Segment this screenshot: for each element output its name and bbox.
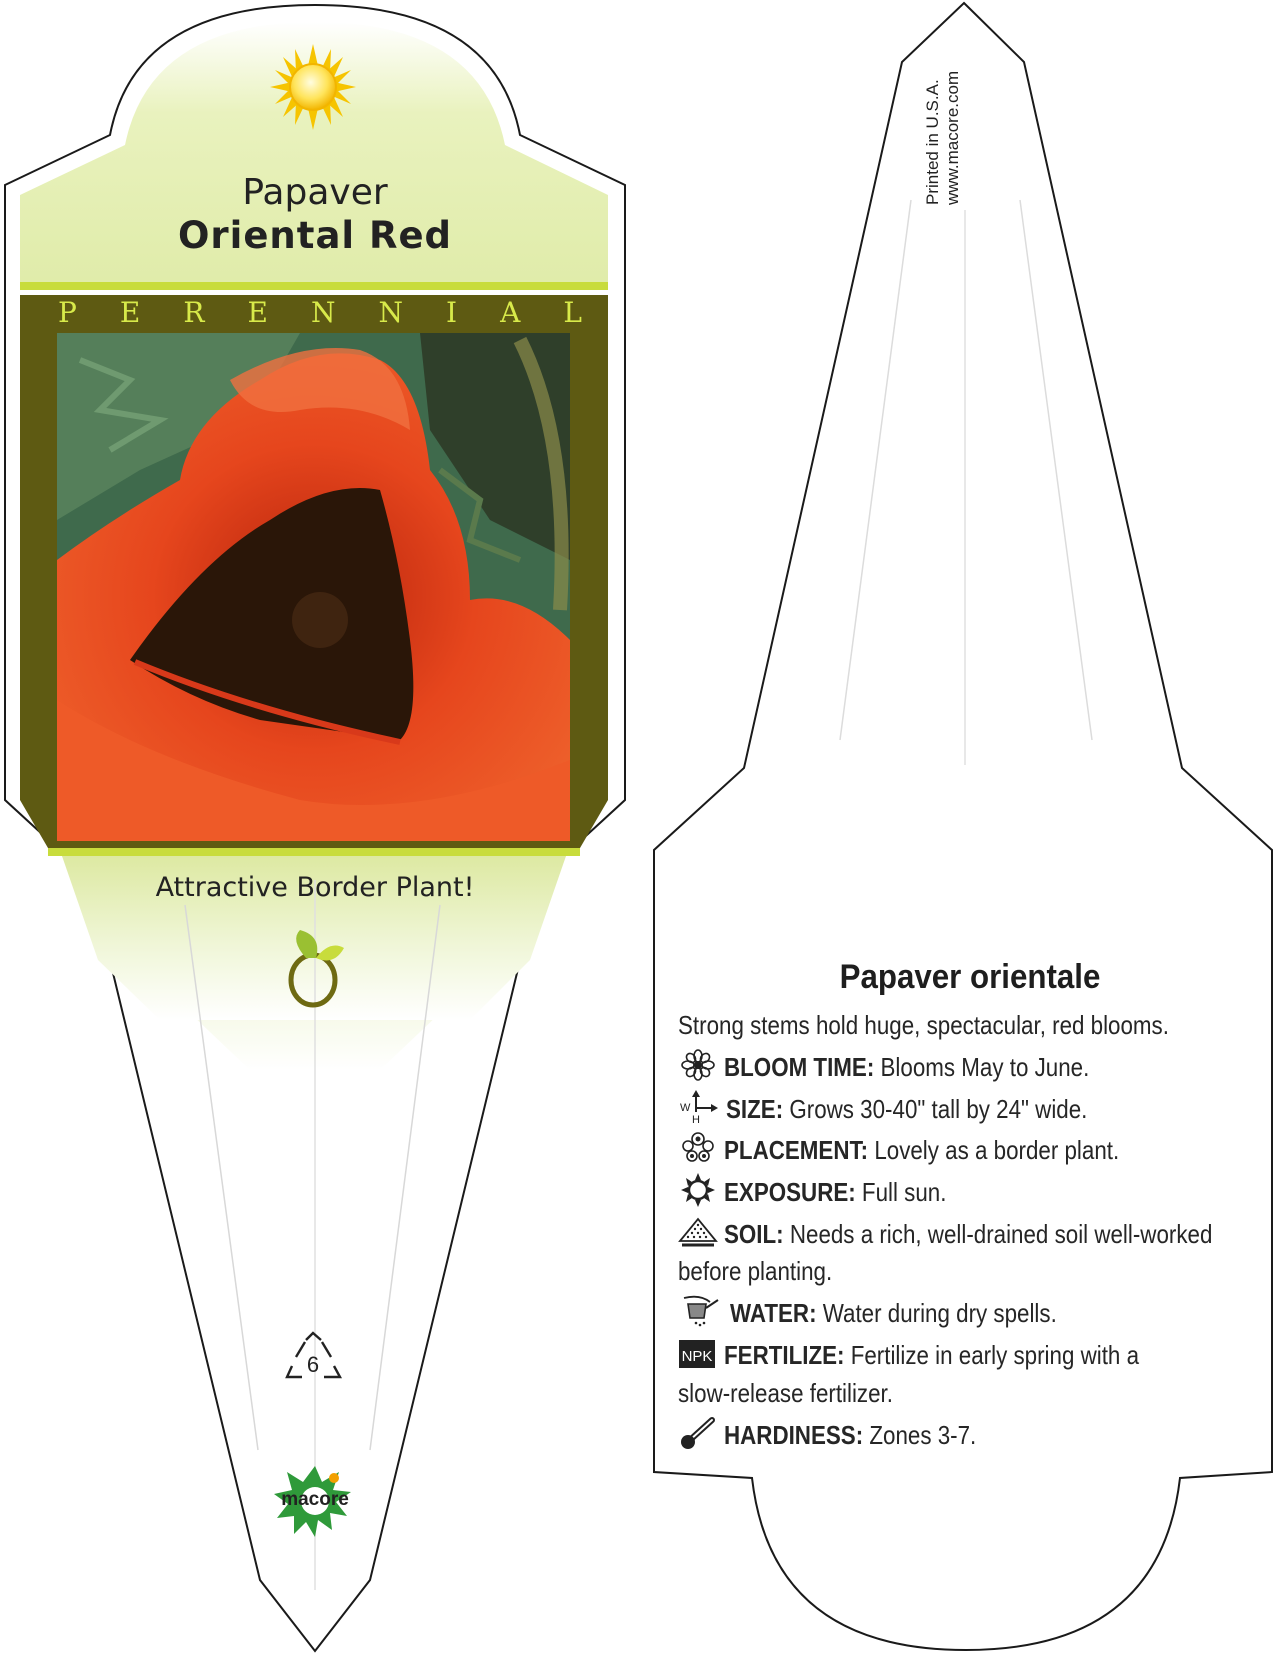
placement-plant-icon bbox=[678, 1131, 718, 1165]
bloom-flower-icon bbox=[678, 1048, 718, 1082]
category-letter: R bbox=[183, 296, 205, 329]
category-letter: L bbox=[563, 296, 582, 329]
placement-value: Lovely as a border plant. bbox=[874, 1135, 1120, 1165]
exposure-row bbox=[724, 1175, 1214, 1209]
bloom-time-label: BLOOM TIME: bbox=[724, 1052, 875, 1082]
website: www.macore.com bbox=[943, 70, 962, 205]
printed-in: Printed in U.S.A. bbox=[923, 79, 942, 205]
category-letter: I bbox=[446, 296, 458, 329]
soil-value-continued: before planting. bbox=[678, 1256, 833, 1286]
water-value: Water during dry spells. bbox=[822, 1298, 1057, 1328]
npk-icon-text: NPK bbox=[681, 1348, 713, 1365]
exposure-sun-icon bbox=[678, 1173, 718, 1207]
plant-genus: Papaver bbox=[242, 172, 388, 213]
category-letter: N bbox=[310, 296, 336, 329]
description: Strong stems hold huge, spectacular, red blooms. bbox=[678, 1010, 1169, 1040]
scientific-name: Papaver orientale bbox=[839, 958, 1101, 996]
print-info bbox=[923, 5, 962, 205]
soil-value: Needs a rich, well-drained soil well-worked bbox=[789, 1219, 1213, 1249]
watering-can-icon bbox=[680, 1294, 720, 1328]
plant-variety: Oriental Red bbox=[177, 214, 453, 257]
npk-fertilizer-icon bbox=[678, 1336, 718, 1370]
tagline: Attractive Border Plant! bbox=[155, 872, 475, 903]
category-letter: N bbox=[378, 296, 403, 329]
fertilize-value-continued: slow-release fertilizer. bbox=[678, 1378, 893, 1408]
thermometer-icon bbox=[678, 1416, 718, 1450]
size-value: Grows 30-40" tall by 24" wide. bbox=[789, 1094, 1088, 1124]
placement-row bbox=[724, 1133, 1214, 1167]
fertilize-label: FERTILIZE: bbox=[724, 1340, 845, 1370]
category-letter: E bbox=[247, 296, 268, 329]
water-label: WATER: bbox=[730, 1298, 817, 1328]
size-arrows-icon bbox=[678, 1090, 718, 1124]
hardiness-row bbox=[724, 1418, 1214, 1452]
placement-label: PLACEMENT: bbox=[724, 1135, 869, 1165]
size-icon-h: H bbox=[692, 1114, 700, 1124]
size-icon-w: W bbox=[680, 1102, 691, 1114]
category-letter: E bbox=[119, 296, 141, 329]
fertilize-row bbox=[724, 1338, 1214, 1372]
size-label: SIZE: bbox=[726, 1094, 784, 1124]
bloom-time-row bbox=[724, 1050, 1214, 1084]
exposure-value: Full sun. bbox=[861, 1177, 947, 1207]
hardiness-label: HARDINESS: bbox=[724, 1420, 864, 1450]
category-label bbox=[58, 296, 582, 330]
water-row bbox=[730, 1296, 1220, 1330]
fertilize-value: Fertilize in early spring with a bbox=[850, 1340, 1140, 1370]
category-letter: A bbox=[500, 296, 521, 329]
soil-row bbox=[724, 1217, 1214, 1251]
soil-pile-icon bbox=[678, 1215, 718, 1249]
exposure-label: EXPOSURE: bbox=[724, 1177, 856, 1207]
recycle-number: 6 bbox=[306, 1352, 320, 1377]
size-row bbox=[726, 1092, 1216, 1126]
brand-name: macore bbox=[281, 1489, 349, 1510]
bloom-time-value: Blooms May to June. bbox=[880, 1052, 1090, 1082]
hardiness-value: Zones 3-7. bbox=[869, 1420, 977, 1450]
soil-label: SOIL: bbox=[724, 1219, 784, 1249]
category-letter: P bbox=[58, 296, 77, 329]
